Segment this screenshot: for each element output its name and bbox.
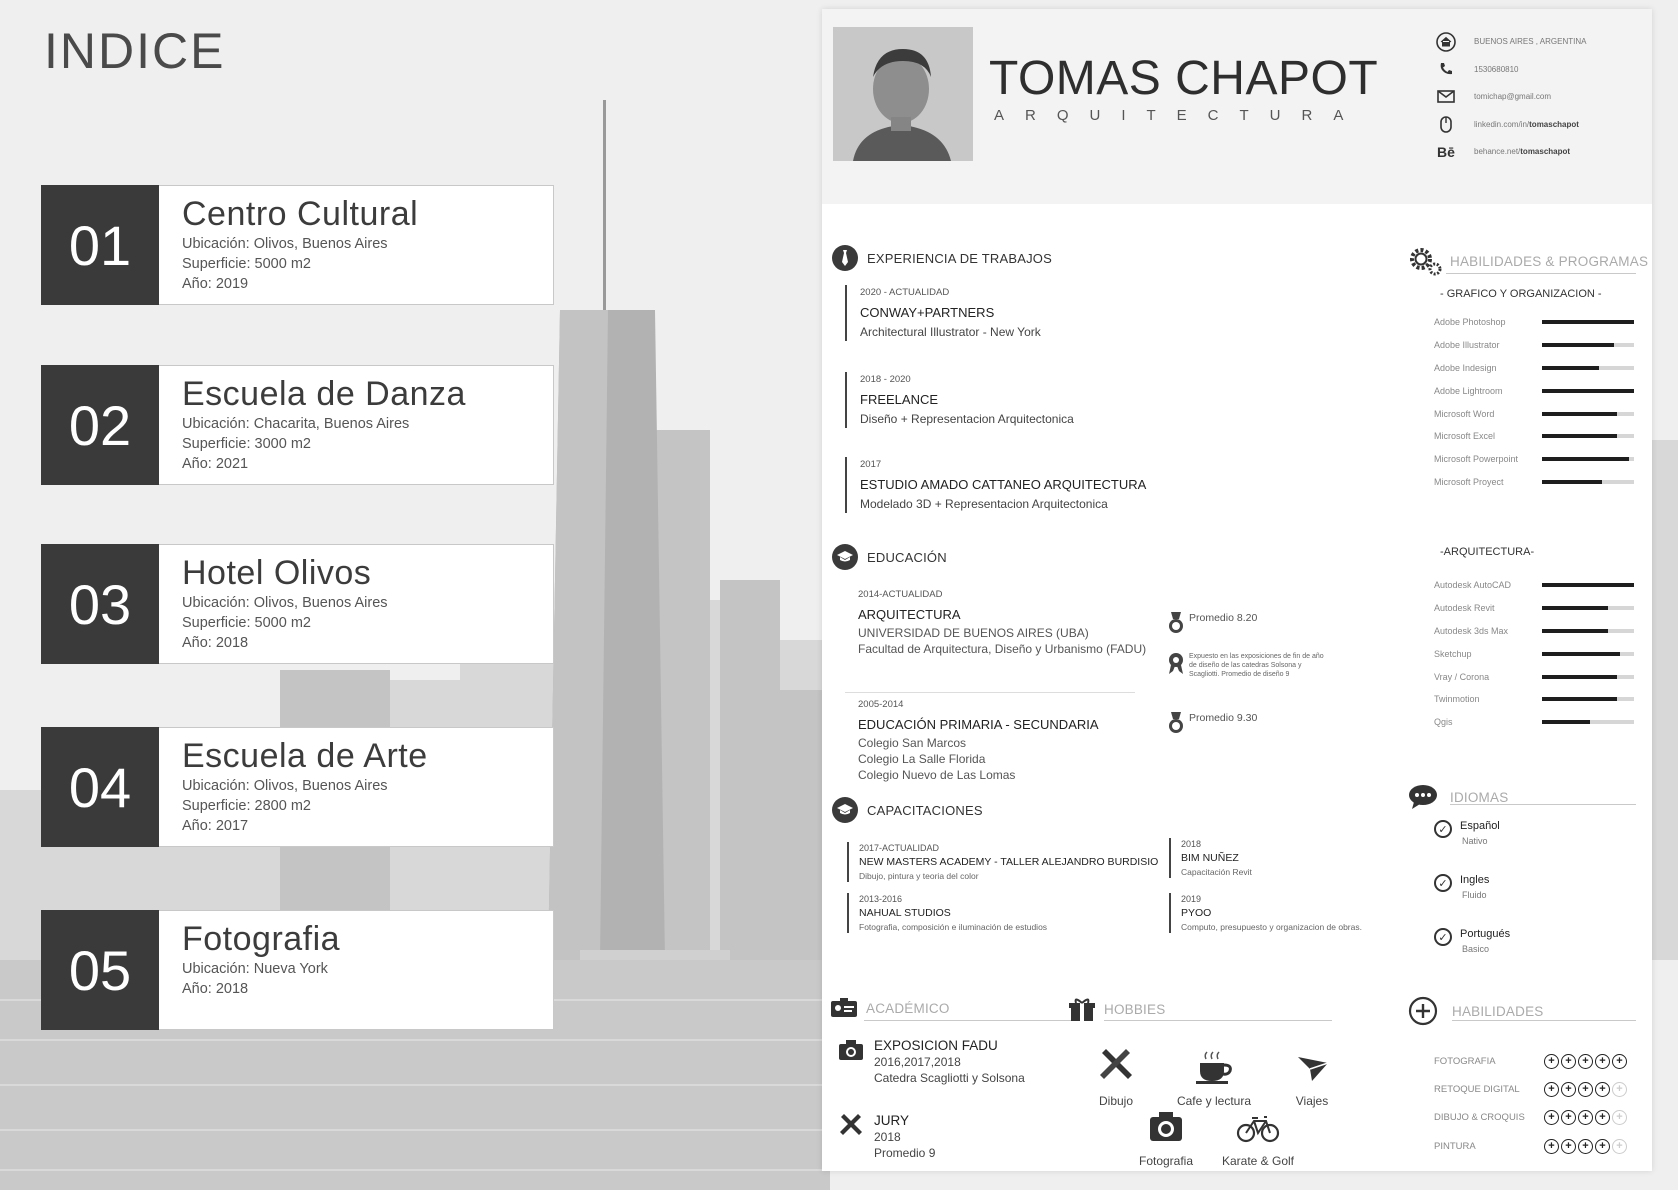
home-icon — [1434, 32, 1458, 52]
behance-text: behance.net/tomaschapot — [1474, 147, 1571, 157]
skills-heading: HABILIDADES & PROGRAMAS — [1408, 246, 1648, 276]
skill-level-bar — [1542, 343, 1634, 347]
skill-level-bar — [1542, 434, 1634, 438]
entry-card — [159, 727, 554, 847]
rating-dot-filled: + — [1561, 1054, 1576, 1069]
skill-row — [1434, 334, 1634, 357]
skill-row — [1434, 688, 1634, 711]
skill-row — [1434, 448, 1634, 471]
skill-level-bar — [1542, 652, 1634, 656]
ability-row — [1434, 1132, 1634, 1160]
gift-box-icon — [1068, 996, 1096, 1022]
hobby-item: Fotografia — [1126, 1109, 1206, 1168]
language-list — [1434, 818, 1510, 980]
skill-level-fill — [1542, 697, 1617, 701]
entry-year: Año: 2021 — [182, 456, 249, 472]
divider — [1452, 1020, 1636, 1021]
skill-row — [1434, 642, 1634, 665]
contact-list — [1434, 28, 1644, 166]
linkedin-text: linkedin.com/in/tomaschapot — [1474, 119, 1579, 129]
languages-heading: IDIOMAS — [1408, 784, 1508, 810]
ability-row — [1434, 1104, 1634, 1132]
entry-name: Escuela de Danza — [182, 375, 466, 413]
education-item: 2005-2014 EDUCACIÓN PRIMARIA - SECUNDARIA Colegio San Marcos Colegio La Salle Florida Colegio Nuevo de Las Lomas — [858, 699, 1099, 782]
skill-level-bar — [1542, 675, 1634, 679]
award-item: Expuesto en las exposiciones de fin de año de diseño de las catedras Solsona y Scagliotti. Promedio de diseño 9 — [1167, 652, 1329, 679]
speech-bubble-icon — [1408, 784, 1438, 810]
entry-number: 02 — [41, 365, 159, 485]
skill-name: Adobe Lightroom — [1434, 385, 1503, 396]
contact-email[interactable] — [1434, 83, 1644, 111]
gear-icon — [1408, 246, 1442, 276]
entry-surface: Superficie: 2800 m2 — [182, 798, 311, 814]
entry-card — [159, 185, 554, 305]
skill-level-bar — [1542, 457, 1634, 461]
graduation-cap-icon — [832, 797, 858, 823]
skill-row — [1434, 574, 1634, 597]
mail-icon — [1434, 87, 1458, 107]
education-heading: EDUCACIÓN — [832, 544, 947, 570]
abilities-list — [1434, 1047, 1634, 1160]
contact-location — [1434, 28, 1644, 56]
cv-header — [822, 9, 1652, 204]
skill-row — [1434, 711, 1634, 734]
ability-rating — [1544, 1139, 1627, 1154]
mouse-icon — [1434, 114, 1458, 134]
skill-name: Microsoft Proyect — [1434, 476, 1504, 487]
rating-dot-filled: + — [1595, 1082, 1610, 1097]
entry-name: Hotel Olivos — [182, 554, 372, 592]
hobby-item: Cafe y lectura — [1174, 1049, 1254, 1108]
entry-number: 01 — [41, 185, 159, 305]
award-item: Promedio 9.30 — [1167, 712, 1257, 734]
entry-name: Escuela de Arte — [182, 737, 428, 775]
entry-number: 04 — [41, 727, 159, 847]
phone-icon — [1434, 59, 1458, 79]
divider — [1450, 804, 1636, 805]
skill-name: Autodesk Revit — [1434, 603, 1495, 614]
architecture-skills-list — [1434, 574, 1634, 734]
skill-level-bar — [1542, 366, 1634, 370]
crossed-tools-icon — [838, 1112, 864, 1138]
entry-year: Año: 2017 — [182, 818, 249, 834]
entry-number: 05 — [41, 910, 159, 1030]
divider — [864, 1020, 1074, 1021]
skill-level-bar — [1542, 480, 1634, 484]
experience-heading: EXPERIENCIA DE TRABAJOS — [832, 245, 1052, 271]
entry-card — [159, 544, 554, 664]
skill-level-fill — [1542, 366, 1599, 370]
hobby-item: Karate & Golf — [1218, 1109, 1298, 1168]
entry-year: Año: 2019 — [182, 276, 249, 292]
training-item: 2017-ACTUALIDAD NEW MASTERS ACADEMY - TALLER ALEJANDRO BURDISIO Dibujo, pintura y teoria del color — [847, 842, 1158, 882]
ability-rating — [1544, 1054, 1627, 1069]
skill-level-fill — [1542, 412, 1617, 416]
index-entry-04[interactable] — [41, 727, 554, 847]
skill-name: Microsoft Powerpoint — [1434, 454, 1519, 465]
contact-linkedin[interactable] — [1434, 111, 1644, 139]
skill-row — [1434, 425, 1634, 448]
rating-dot-filled: + — [1544, 1139, 1559, 1154]
skill-level-fill — [1542, 320, 1634, 324]
entry-location: Ubicación: Olivos, Buenos Aires — [182, 778, 388, 794]
ability-name: RETOQUE DIGITAL — [1434, 1083, 1520, 1095]
skill-level-bar — [1542, 629, 1634, 633]
ability-name: PINTURA — [1434, 1140, 1476, 1152]
behance-icon: Bē — [1437, 143, 1455, 160]
rating-dot-filled: + — [1595, 1054, 1610, 1069]
skill-level-bar — [1542, 412, 1634, 416]
entry-surface: Superficie: 5000 m2 — [182, 615, 311, 631]
entry-location: Ubicación: Olivos, Buenos Aires — [182, 595, 388, 611]
index-entry-03[interactable] — [41, 544, 554, 664]
skills-subheading: -ARQUITECTURA- — [1440, 546, 1535, 558]
skill-level-fill — [1542, 343, 1614, 347]
rating-dot-empty: + — [1612, 1082, 1627, 1097]
award-item: Promedio 8.20 — [1167, 612, 1257, 634]
email-text: tomichap@gmail.com — [1474, 92, 1552, 102]
skill-row — [1434, 311, 1634, 334]
skill-row — [1434, 471, 1634, 494]
skill-level-fill — [1542, 434, 1617, 438]
entry-location: Ubicación: Olivos, Buenos Aires — [182, 236, 388, 252]
plus-circle-icon — [1408, 996, 1438, 1026]
skill-level-fill — [1542, 629, 1608, 633]
rating-dot-filled: + — [1544, 1110, 1559, 1125]
pencil-ruler-icon — [1094, 1049, 1138, 1085]
skill-level-bar — [1542, 389, 1634, 393]
job-item: 2020 - ACTUALIDAD CONWAY+PARTNERS Architectural Illustrator - New York — [845, 285, 1041, 341]
skill-level-fill — [1542, 606, 1608, 610]
paper-plane-icon — [1290, 1049, 1334, 1085]
training-heading: CAPACITACIONES — [832, 797, 983, 823]
location-text: BUENOS AIRES , ARGENTINA — [1474, 37, 1587, 47]
skill-name: Vray / Corona — [1434, 671, 1490, 682]
ribbon-icon — [1167, 652, 1185, 674]
entry-year: Año: 2018 — [182, 981, 249, 997]
entry-card — [159, 910, 554, 1030]
academic-item: JURY 2018 Promedio 9 — [838, 1112, 935, 1161]
skill-name: Adobe Photoshop — [1434, 317, 1506, 328]
contact-phone[interactable] — [1434, 56, 1644, 84]
index-entry-02[interactable] — [41, 365, 554, 485]
skill-level-bar — [1542, 583, 1634, 587]
training-item: 2013-2016 NAHUAL STUDIOS Fotografia, composición e iluminación de estudios — [847, 893, 1047, 933]
skill-name: Twinmotion — [1434, 694, 1480, 705]
rating-dot-filled: + — [1561, 1139, 1576, 1154]
skill-name: Microsoft Word — [1434, 408, 1495, 419]
check-icon: ✓ — [1434, 820, 1452, 838]
skill-name: Autodesk 3ds Max — [1434, 625, 1509, 636]
divider — [1446, 273, 1636, 274]
tie-icon — [832, 245, 858, 271]
skill-level-fill — [1542, 583, 1634, 587]
cv-profession: ARQUITECTURA — [994, 107, 1365, 124]
skill-name: Adobe Indesign — [1434, 362, 1497, 373]
skill-level-fill — [1542, 480, 1602, 484]
entry-name: Centro Cultural — [182, 195, 419, 233]
rating-dot-filled: + — [1578, 1054, 1593, 1069]
entry-location: Ubicación: Chacarita, Buenos Aires — [182, 416, 410, 432]
hobby-item: Viajes — [1272, 1049, 1352, 1108]
ability-rating — [1544, 1082, 1627, 1097]
hobby-item: Dibujo — [1076, 1049, 1156, 1108]
skill-row — [1434, 402, 1634, 425]
rating-dot-empty: + — [1612, 1139, 1627, 1154]
skill-level-bar — [1542, 697, 1634, 701]
ability-name: DIBUJO & CROQUIS — [1434, 1112, 1525, 1124]
coffee-cup-icon — [1192, 1049, 1236, 1085]
job-item: 2018 - 2020 FREELANCE Diseño + Representacion Arquitectonica — [845, 372, 1074, 428]
graduation-cap-icon — [832, 544, 858, 570]
id-card-icon — [830, 998, 858, 1018]
check-icon: ✓ — [1434, 928, 1452, 946]
graphic-skills-list — [1434, 311, 1634, 493]
index-title: INDICE — [44, 23, 226, 79]
skill-row — [1434, 357, 1634, 380]
skill-name: Microsoft Excel — [1434, 431, 1496, 442]
camera-icon — [1144, 1109, 1188, 1145]
medal-icon — [1167, 712, 1185, 734]
divider — [845, 692, 1135, 693]
skill-level-fill — [1542, 457, 1629, 461]
skill-name: Autodesk AutoCAD — [1434, 580, 1512, 591]
rating-dot-filled: + — [1561, 1082, 1576, 1097]
skill-row — [1434, 379, 1634, 402]
skills-subheading: - GRAFICO Y ORGANIZACION - — [1440, 288, 1602, 300]
entry-surface: Superficie: 3000 m2 — [182, 436, 311, 452]
entry-name: Fotografia — [182, 920, 341, 958]
rating-dot-filled: + — [1612, 1054, 1627, 1069]
rating-dot-filled: + — [1595, 1139, 1610, 1154]
ability-row — [1434, 1047, 1634, 1075]
academic-item: EXPOSICION FADU 2016,2017,2018 Catedra Scagliotti y Solsona — [838, 1037, 1025, 1086]
skill-row — [1434, 620, 1634, 643]
index-entry-01[interactable] — [41, 185, 554, 305]
skill-level-bar — [1542, 606, 1634, 610]
skill-row — [1434, 597, 1634, 620]
ability-name: FOTOGRAFIA — [1434, 1055, 1496, 1067]
training-item: 2018 BIM NUÑEZ Capacitación Revit — [1169, 838, 1252, 878]
entry-card — [159, 365, 554, 485]
rating-dot-filled: + — [1578, 1139, 1593, 1154]
language-item: ✓ Portugués Basico — [1434, 926, 1510, 980]
cv-name: TOMAS CHAPOT — [989, 52, 1379, 105]
index-entry-05[interactable] — [41, 910, 554, 1030]
cv-sheet — [822, 9, 1652, 1171]
entry-surface: Superficie: 5000 m2 — [182, 256, 311, 272]
rating-dot-empty: + — [1612, 1110, 1627, 1125]
language-item: ✓ Español Nativo — [1434, 818, 1510, 872]
rating-dot-filled: + — [1595, 1110, 1610, 1125]
bicycle-icon — [1236, 1109, 1280, 1145]
skill-level-bar — [1542, 720, 1634, 724]
skill-level-fill — [1542, 720, 1590, 724]
abilities-heading: HABILIDADES — [1408, 996, 1543, 1026]
profile-photo — [833, 27, 973, 161]
training-item: 2019 PYOO Computo, presupuesto y organizacion de obras. — [1169, 893, 1362, 933]
education-item: 2014-ACTUALIDAD ARQUITECTURA UNIVERSIDAD DE BUENOS AIRES (UBA) Facultad de Arquitectura, Diseño y Urbanismo (FADU) — [858, 589, 1147, 656]
job-item: 2017 ESTUDIO AMADO CATTANEO ARQUITECTURA Modelado 3D + Representacion Arquitectonica — [845, 457, 1146, 513]
skill-name: Sketchup — [1434, 648, 1472, 659]
skill-level-fill — [1542, 675, 1617, 679]
skill-level-fill — [1542, 652, 1620, 656]
skill-row — [1434, 665, 1634, 688]
skill-level-bar — [1542, 320, 1634, 324]
academic-heading: ACADÉMICO — [830, 998, 950, 1018]
rating-dot-filled: + — [1544, 1054, 1559, 1069]
rating-dot-filled: + — [1544, 1082, 1559, 1097]
rating-dot-filled: + — [1578, 1110, 1593, 1125]
phone-text: 1530680810 — [1474, 64, 1519, 74]
hobbies-heading: HOBBIES — [1068, 996, 1165, 1022]
rating-dot-filled: + — [1578, 1082, 1593, 1097]
entry-year: Año: 2018 — [182, 635, 249, 651]
contact-behance[interactable] — [1434, 138, 1644, 166]
rating-dot-filled: + — [1561, 1110, 1576, 1125]
ability-rating — [1544, 1110, 1627, 1125]
skill-level-fill — [1542, 389, 1634, 393]
divider — [1104, 1020, 1332, 1021]
ability-row — [1434, 1075, 1634, 1103]
camera-icon — [838, 1037, 864, 1063]
check-icon: ✓ — [1434, 874, 1452, 892]
entry-location: Ubicación: Nueva York — [182, 961, 328, 977]
language-item: ✓ Ingles Fluido — [1434, 872, 1510, 926]
entry-number: 03 — [41, 544, 159, 664]
skill-name: Adobe Illustrator — [1434, 340, 1500, 351]
medal-icon — [1167, 612, 1185, 634]
skill-name: Qgis — [1434, 717, 1453, 728]
